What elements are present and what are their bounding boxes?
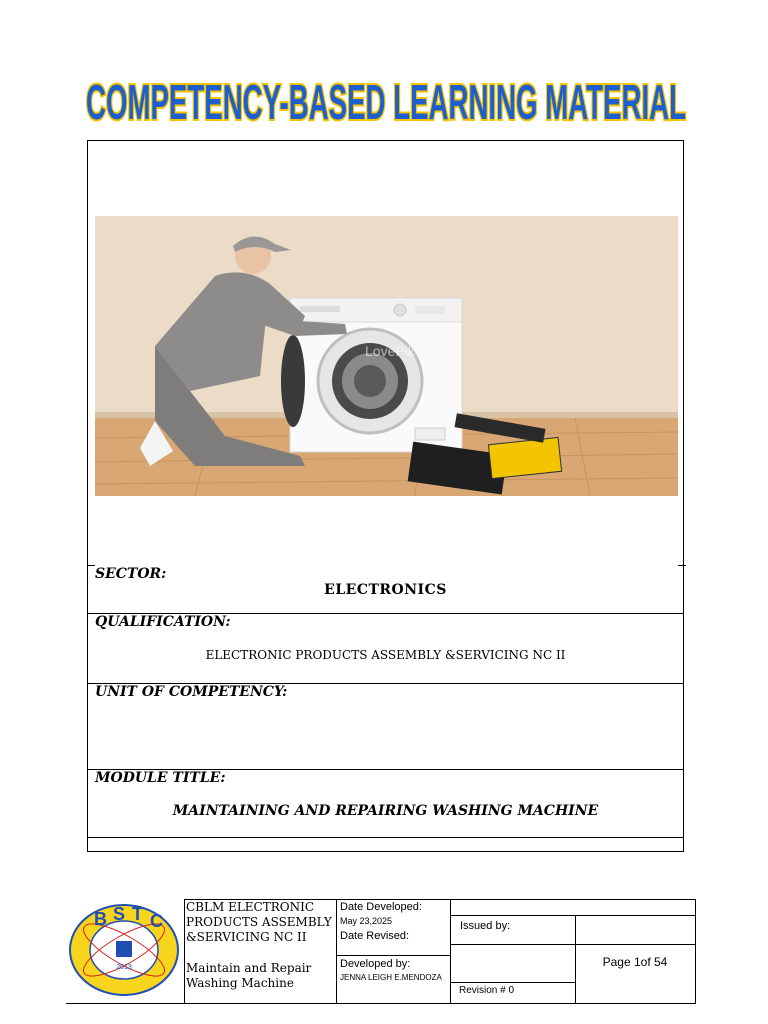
logo-year: 2013: [116, 964, 132, 971]
logo-letter-s: S: [113, 904, 126, 924]
document-title: COMPETENCY-BASED LEARNING MATERIAL: [86, 76, 686, 128]
footer-vline-2: [336, 899, 337, 1003]
tick-line-left: [87, 565, 95, 566]
sector-label: SECTOR:: [95, 566, 167, 582]
date-developed-label: Date Developed:: [340, 901, 422, 913]
developed-by-label: Developed by:: [340, 958, 411, 970]
document-footer: [66, 899, 696, 1003]
footer-module-line-1: Maintain and Repair: [186, 961, 312, 975]
technician-repairing-washing-machine-image: [95, 216, 678, 496]
issued-by-label: Issued by:: [460, 920, 511, 932]
tick-line-right: [678, 565, 686, 566]
qualification-label: QUALIFICATION:: [95, 614, 231, 630]
footer-bottom-line: [66, 1003, 696, 1004]
footer-hline-issued-bottom: [450, 944, 696, 945]
date-developed-value: May 23,2025: [340, 916, 393, 926]
photo-watermark: LovePik: [365, 343, 415, 359]
footer-module-name: [186, 961, 336, 991]
logo-letter-t: T: [132, 904, 143, 924]
footer-hline-issued-top: [450, 915, 696, 916]
module-title-label: MODULE TITLE:: [95, 770, 226, 786]
unit-of-competency-label: UNIT OF COMPETENCY:: [95, 684, 288, 700]
footer-cblm-line-2: PRODUCTS ASSEMBLY: [186, 915, 332, 929]
footer-hline-revision: [450, 982, 575, 983]
footer-vline-1: [184, 899, 185, 1003]
footer-cblm-line-3: &SERVICING NC II: [186, 930, 307, 944]
footer-hline-dates: [336, 955, 450, 956]
page-number: Page 1of 54: [602, 955, 668, 969]
qualification-value: ELECTRONIC PRODUCTS ASSEMBLY &SERVICING NC II: [205, 648, 566, 662]
developed-by-value: JENNA LEIGH E.MENDOZA: [340, 973, 442, 982]
module-title-value: MAINTAINING AND REPAIRING WASHING MACHINE: [172, 803, 599, 819]
footer-cblm-title: [186, 900, 336, 945]
divider-4: [87, 837, 684, 838]
document-title-banner: [80, 72, 692, 128]
date-revised-label: Date Revised:: [340, 930, 410, 942]
footer-cblm-line-1: CBLM ELECTRONIC: [186, 900, 315, 914]
footer-module-line-2: Washing Machine: [186, 976, 294, 990]
logo-letter-b: B: [94, 909, 107, 929]
sector-value: ELECTRONICS: [324, 582, 447, 598]
logo-letter-c: C: [150, 911, 163, 931]
revision-number: Revision # 0: [459, 985, 515, 996]
toolbox-yellow: [488, 437, 561, 478]
bstc-logo-icon: [68, 903, 180, 997]
